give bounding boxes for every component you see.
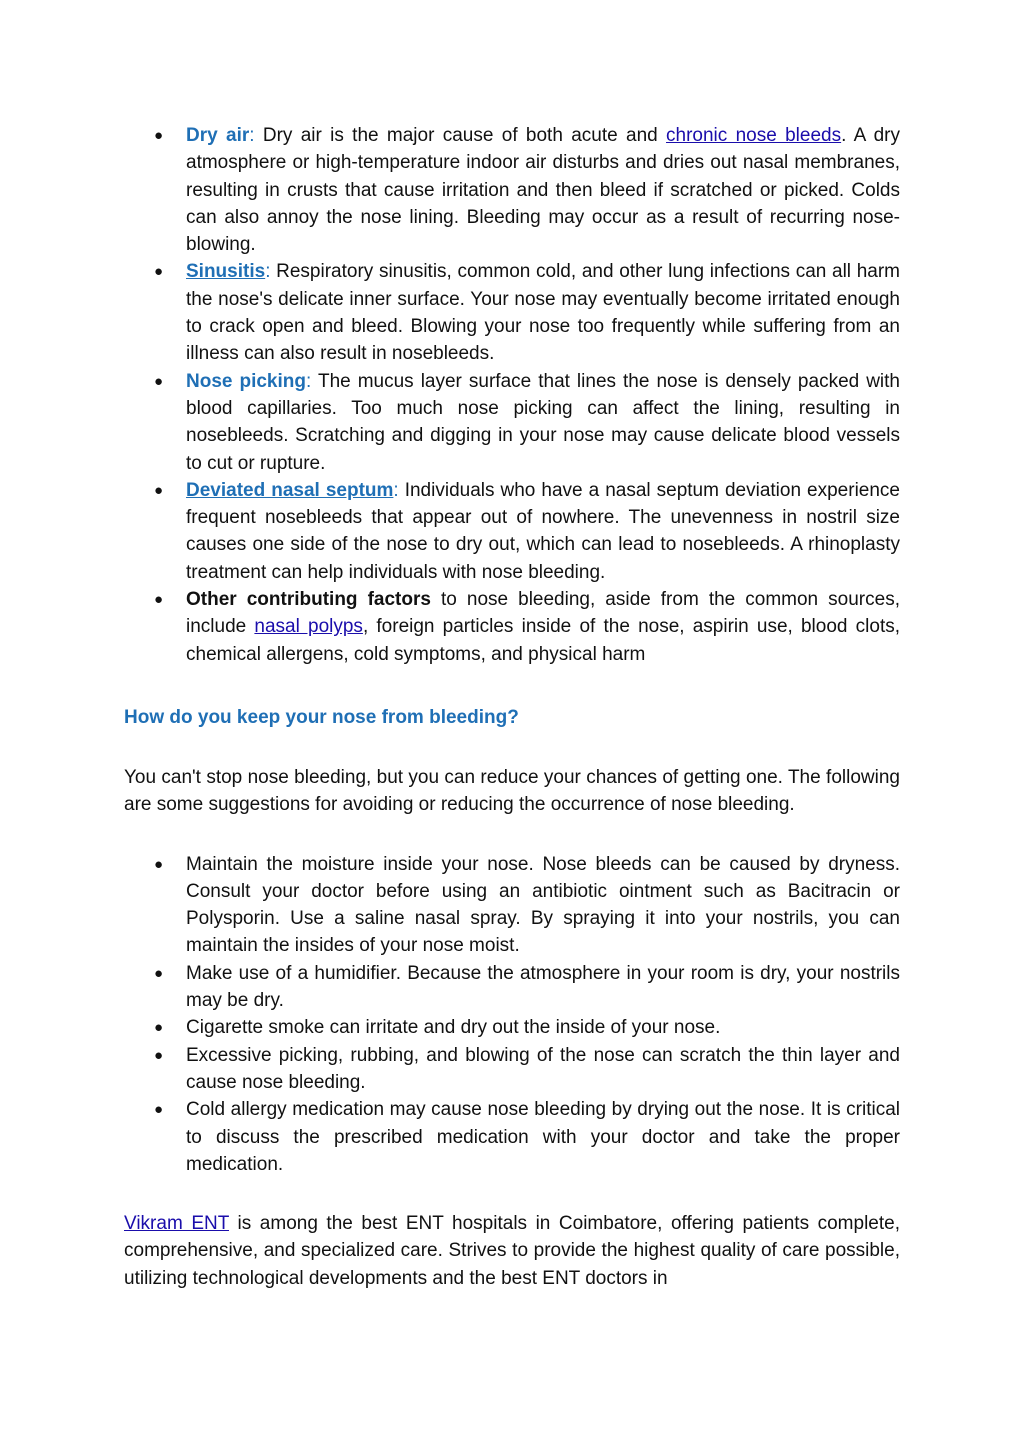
list-item-nose-picking	[124, 368, 900, 477]
bullet-icon: ●	[154, 964, 164, 982]
keyword-dry-air: Dry air	[186, 125, 250, 146]
separator: :	[393, 479, 399, 501]
keyword-nose-picking: Nose picking	[186, 370, 306, 392]
list-item-tip	[124, 1042, 900, 1097]
item-text: , foreign particles inside of the nose, aspirin use, blood clots, chemical allergens, cold symptoms, and physical harm	[186, 616, 900, 665]
tip-text: Maintain the moisture inside your nose. Nose bleeds can be caused by dryness. Consult your doctor before using an antibiotic ointment such as Bacitracin or Polysporin. Use a saline nasal spray. By spraying it into your nostrils, you can maintain the insides of your nose moist.	[186, 853, 900, 957]
intro-paragraph: You can't stop nose bleeding, but you can reduce your chances of getting one. The following are some suggestions for avoiding or reducing the occurrence of nose bleeding.	[124, 766, 900, 816]
item-text: . A dry atmosphere or high-temperature indoor air disturbs and dries out nasal membranes, resulting in crusts that cause irritation and then bleed if scratched or picked. Colds can also annoy the nose lining. Bleeding may occur as a result of recurring nose-blowing.	[186, 125, 900, 256]
list-item-other-factors	[124, 586, 900, 668]
bullet-icon: ●	[154, 1019, 164, 1037]
separator: :	[306, 370, 312, 392]
list-item-tip	[124, 960, 900, 1015]
list-item-tip	[124, 1096, 900, 1178]
document-page	[124, 122, 900, 1292]
bullet-icon: ●	[154, 855, 164, 873]
link-sinusitis[interactable]: Sinusitis	[186, 261, 266, 283]
separator: :	[265, 261, 271, 283]
item-text: Respiratory sinusitis, common cold, and other lung infections can all harm the nose's delicate inner surface. Your nose may eventually become irritated enough to crack open and bleed. Blowing your nose too frequently while suffering from an illness can also result in nosebleeds.	[186, 261, 900, 365]
link-nasal-polyps[interactable]: nasal polyps	[254, 616, 363, 638]
item-text: The mucus layer surface that lines the nose is densely packed with blood capillaries. Too much nose picking can affect the lining, resulting in nosebleeds. Scratching and digging in your nose may cause delicate blood vessels to cut or rupture.	[186, 370, 901, 474]
link-deviated-nasal-septum[interactable]: Deviated nasal septum	[186, 479, 394, 501]
section-heading: How do you keep your nose from bleeding?	[124, 706, 519, 728]
bullet-icon: ●	[154, 372, 164, 390]
closing-text: is among the best ENT hospitals in Coimbatore, offering patients complete, comprehensive, and specialized care. Strives to provide the highest quality of care possible, utilizing technological developments and the best ENT doctors in	[124, 1213, 900, 1289]
link-chronic-nose-bleeds[interactable]: chronic nose bleeds	[666, 125, 842, 146]
tips-list	[124, 851, 900, 1179]
bullet-icon: ●	[154, 127, 164, 144]
bullet-icon: ●	[154, 481, 164, 499]
item-text: Individuals who have a nasal septum deviation experience frequent nosebleeds that appear out of nowhere. The unevenness in nostril size causes one side of the nose to dry out, which can lead to nosebleeds. A rhinoplasty treatment can help individuals with nose bleeding.	[186, 479, 900, 583]
bullet-icon: ●	[154, 1046, 164, 1064]
list-item-sinusitis	[124, 258, 900, 367]
list-item-dry-air	[124, 122, 900, 258]
tip-text: Excessive picking, rubbing, and blowing of the nose can scratch the thin layer and cause nose bleeding.	[186, 1044, 900, 1093]
link-vikram-ent[interactable]: Vikram ENT	[124, 1213, 229, 1235]
keyword-other-factors: Other contributing factors	[186, 589, 431, 611]
causes-list	[124, 122, 900, 668]
list-item-tip	[124, 1014, 900, 1041]
closing-paragraph	[124, 1210, 900, 1292]
tip-text: Make use of a humidifier. Because the atmosphere in your room is dry, your nostrils may be dry.	[186, 962, 900, 1012]
list-item-tip	[124, 851, 900, 960]
tip-text: Cold allergy medication may cause nose bleeding by drying out the nose. It is critical to discuss the prescribed medication with your doctor and take the proper medication.	[186, 1099, 900, 1175]
bullet-icon: ●	[154, 263, 164, 281]
item-text: to nose bleeding, aside from the common sources, include	[186, 589, 900, 638]
list-item-deviated-septum	[124, 477, 900, 586]
bullet-icon: ●	[154, 1101, 164, 1119]
separator: :	[249, 125, 255, 146]
item-text: Dry air is the major cause of both acute and	[254, 125, 667, 146]
bullet-icon: ●	[154, 591, 164, 609]
tip-text: Cigarette smoke can irritate and dry out the inside of your nose.	[186, 1017, 721, 1039]
